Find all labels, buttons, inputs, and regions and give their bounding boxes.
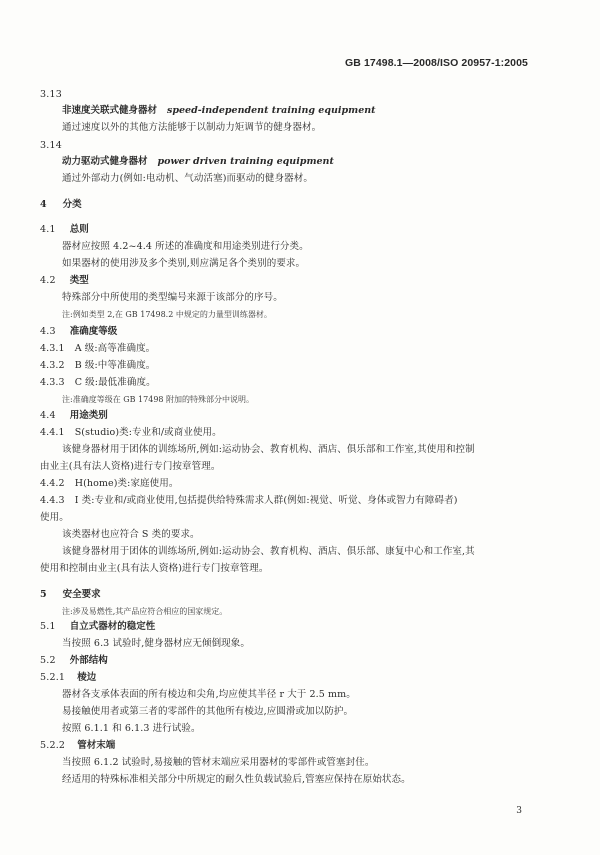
term-3-14 bbox=[62, 157, 334, 167]
clause-4-4-3 bbox=[40, 496, 458, 506]
clause-5-2-1-heading bbox=[40, 673, 96, 683]
clause-4-3-1-number: 4.3.1 bbox=[40, 343, 65, 354]
clause-4-4-heading bbox=[40, 411, 108, 421]
clause-5-2-2-title: 管材末端 bbox=[77, 740, 116, 751]
section-5-note: 注:涉及易燃性,其产品应符合相应的国家规定。 bbox=[62, 607, 228, 616]
clause-4-4-3-desc-2: 该健身器材用于团体的训练场所,例如:运动协会、教育机构、酒店、俱乐部、康复中心和工作室,其 bbox=[62, 546, 475, 557]
clause-4-2-text: 特殊部分中所使用的类型编号来源于该部分的序号。 bbox=[62, 292, 283, 303]
clause-4-3-2 bbox=[40, 361, 155, 371]
clause-4-3-number: 4.3 bbox=[40, 326, 56, 337]
clause-5-2-1-number: 5.2.1 bbox=[40, 672, 66, 683]
clause-5-2-1-text-3: 按照 6.1.1 和 6.1.3 进行试验。 bbox=[62, 723, 201, 734]
clause-5-2-2-text-1: 当按照 6.1.2 试验时,易接触的管材末端应采用器材的零部件或管塞封住。 bbox=[62, 757, 375, 768]
clause-4-2-number: 4.2 bbox=[40, 275, 56, 286]
clause-4-3-3-number: 4.3.3 bbox=[40, 377, 65, 388]
clause-number-3-14: 3.14 bbox=[40, 140, 62, 151]
term-3-13-english: speed-independent training equipment bbox=[167, 105, 376, 116]
section-5-heading bbox=[40, 590, 101, 600]
clause-4-1-text-2: 如果器材的使用涉及多个类别,则应满足各个类别的要求。 bbox=[62, 258, 306, 269]
clause-4-3-heading bbox=[40, 327, 117, 337]
clause-4-3-1-text: A 级:高等准确度。 bbox=[74, 343, 156, 354]
clause-5-2-1-title: 棱边 bbox=[77, 672, 97, 683]
page-number: 3 bbox=[516, 806, 522, 816]
clause-4-4-number: 4.4 bbox=[40, 410, 56, 421]
clause-4-2-heading bbox=[40, 276, 89, 286]
clause-4-4-3-text: I 类:专业和/或商业使用,包括提供给特殊需求人群(例如:视觉、听觉、身体或智力有障碍者) bbox=[74, 495, 458, 506]
clause-5-2-2-number: 5.2.2 bbox=[40, 740, 66, 751]
clause-5-2-2-text-2: 经适用的特殊标准相关部分中所规定的耐久性负载试验后,管塞应保持在原始状态。 bbox=[62, 774, 411, 785]
clause-4-4-3-number: 4.4.3 bbox=[40, 495, 65, 506]
clause-4-4-3-desc-3: 使用和控制由业主(具有法人资格)进行专门按章管理。 bbox=[40, 563, 269, 574]
clause-5-1-title: 自立式器材的稳定性 bbox=[69, 621, 156, 632]
clause-4-4-2-text: H(home)类:家庭使用。 bbox=[74, 478, 179, 489]
clause-4-4-2-number: 4.4.2 bbox=[40, 478, 65, 489]
clause-4-1-heading bbox=[40, 225, 89, 235]
clause-4-2-note: 注:例如类型 2,在 GB 17498.2 中规定的力量型训练器材。 bbox=[62, 310, 272, 319]
clause-5-2-1-text-1: 器材各支承体表面的所有棱边和尖角,均应使其半径 r 大于 2.5 mm。 bbox=[62, 689, 356, 700]
section-4-heading bbox=[40, 200, 82, 210]
clause-4-3-3-text: C 级:最低准确度。 bbox=[74, 377, 156, 388]
clause-4-4-1 bbox=[40, 428, 222, 438]
clause-4-4-1-number: 4.4.1 bbox=[40, 427, 65, 438]
clause-5-1-number: 5.1 bbox=[40, 621, 56, 632]
term-3-14-english: power driven training equipment bbox=[157, 156, 334, 167]
clause-4-3-note: 注:准确度等级在 GB 17498 附加的特殊部分中说明。 bbox=[62, 395, 255, 404]
term-3-14-chinese: 动力驱动式健身器材 bbox=[62, 156, 148, 167]
clause-4-4-title: 用途类别 bbox=[69, 410, 108, 421]
clause-4-3-2-number: 4.3.2 bbox=[40, 360, 65, 371]
clause-5-2-number: 5.2 bbox=[40, 655, 56, 666]
clause-4-3-3 bbox=[40, 378, 156, 388]
clause-4-2-title: 类型 bbox=[69, 275, 89, 286]
section-5-title: 安全要求 bbox=[62, 589, 101, 600]
clause-4-1-number: 4.1 bbox=[40, 224, 56, 235]
clause-5-2-2-heading bbox=[40, 741, 115, 751]
clause-4-3-1 bbox=[40, 344, 155, 354]
clause-5-1-text: 当按照 6.3 试验时,健身器材应无倾倒现象。 bbox=[62, 638, 250, 649]
clause-4-1-text-1: 器材应按照 4.2~4.4 所述的准确度和用途类别进行分类。 bbox=[62, 241, 309, 252]
definition-3-14: 通过外部动力(例如:电动机、气动活塞)而驱动的健身器材。 bbox=[62, 173, 313, 184]
clause-4-4-1-desc-1: 该健身器材用于团体的训练场所,例如:运动协会、教育机构、酒店、俱乐部和工作室,其使用和控制 bbox=[62, 444, 475, 455]
clause-4-4-2 bbox=[40, 479, 178, 489]
clause-4-4-3-desc-1: 该类器材也应符合 S 类的要求。 bbox=[62, 529, 200, 540]
section-4-number: 4 bbox=[40, 199, 47, 210]
clause-5-1-heading bbox=[40, 622, 155, 632]
definition-3-13: 通过速度以外的其他方法能够于以制动力矩调节的健身器材。 bbox=[62, 122, 322, 133]
clause-5-2-heading bbox=[40, 656, 108, 666]
clause-4-1-title: 总则 bbox=[69, 224, 89, 235]
section-4-title: 分类 bbox=[62, 199, 82, 210]
clause-4-4-1-desc-2: 由业主(具有法人资格)进行专门按章管理。 bbox=[40, 461, 221, 472]
clause-4-4-3-cont: 使用。 bbox=[40, 512, 69, 523]
standard-code-header: GB 17498.1—2008/ISO 20957-1:2005 bbox=[345, 57, 528, 69]
term-3-13 bbox=[62, 106, 376, 116]
clause-4-4-1-text: S(studio)类:专业和/或商业使用。 bbox=[74, 427, 222, 438]
clause-number-3-13: 3.13 bbox=[40, 89, 62, 100]
clause-5-2-title: 外部结构 bbox=[69, 655, 108, 666]
clause-4-3-title: 准确度等级 bbox=[69, 326, 118, 337]
section-5-number: 5 bbox=[40, 589, 47, 600]
term-3-13-chinese: 非速度关联式健身器材 bbox=[62, 105, 158, 116]
clause-4-3-2-text: B 级:中等准确度。 bbox=[74, 360, 156, 371]
clause-5-2-1-text-2: 易接触使用者或第三者的零部件的其他所有棱边,应圆滑或加以防护。 bbox=[62, 706, 354, 717]
